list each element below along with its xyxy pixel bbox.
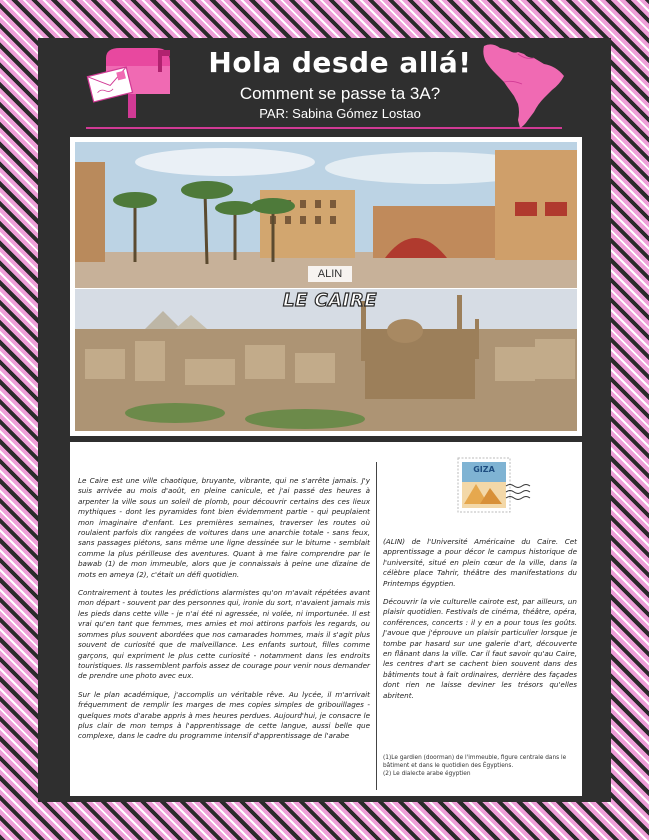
- paragraph: (ALIN) de l'Université Américaine du Caire. Cet apprentissage a pour décor le campus historique de l'université, situé en plein cœur de la ville, dans la célèbre place Tahrir, théâtre des manifestations du Printemps égyptien.: [383, 537, 577, 588]
- paragraph: Découvrir la vie culturelle cairote est, par ailleurs, un plaisir quotidien. Festivals de cinéma, théâtre, opéra, conférences, concerts : il y en a pour tous les goûts. J'avoue que j'éprouve un plaisir particulier lorsque je tombe par hasard sur une galerie d'art, découverte en flânant dans la ville. Car il faut savoir qu'au Caire, les centres d'art se cachent bien souvent dans des bâtiments tout à fait ordinaires, derrière des façades dont rien ne laisse deviner les trésors qu'elles abritent.: [383, 597, 577, 700]
- column-divider: [376, 462, 377, 790]
- page-title: Hola desde allá!: [208, 46, 472, 79]
- giza-stamp-icon: [456, 456, 536, 516]
- article-right-column: [383, 537, 577, 709]
- campus-label: ALIN: [308, 266, 352, 282]
- page-subtitle: Comment se passe ta 3A?: [239, 84, 441, 103]
- paragraph: Le Caire est une ville chaotique, bruyante, vibrante, qui ne s'arrête jamais. J'y suis arrivée au mois d'août, en pleine canicule, et j'ai passé des heures à arpenter la ville sous un soleil de plomb, pour découvrir certains des ces lieux mythiques - dont les pyramides font bien évidemment partie - qui peuplaient mon imaginaire d'enfant. Les premières semaines, traverser les routes où roulaient parfois dix rangées de voitures dans une anarchie totale - sans feux, sans passages piétons, sans même une ligne dessinée sur le bitume - semblait comme la plus périlleuse des aventures. Quant à me faire comprendre par le bawab (1) de mon immeuble, alors que je connaissais à peine une dizaine de mots en ameya (2), c'était un défi quotidien.: [78, 476, 370, 579]
- footnotes: [383, 755, 577, 778]
- stamp-label: GIZA: [473, 465, 495, 474]
- paragraph: Contrairement à toutes les prédictions alarmistes qu'on m'avait répétées avant mon départ - souvent par des personnes qui, ironie du sort, n'avaient jamais mis les pieds dans cette ville - je n'ai été ni agressée, ni volée, ni importunée. Il est vrai qu'en tant que femmes, mes amies et moi attirons parfois les regards, ou sommes plus souvent abordées que nos camarades hommes, mais il s'agit plus souvent de curiosité que de malveillance. Les enfants surtout, filles comme garçons, qui expriment le plus cette curiosité - notamment dans les endroits touristiques. Ils rassemblent parfois assez de courage pour venir nous demander de prendre une photo avec eux.: [78, 588, 370, 681]
- footnote: (1)Le gardien (doorman) de l'immeuble, figure centrale dans le bâtiment et dans le quotidien des Égyptiens.: [383, 755, 567, 769]
- paragraph: Sur le plan académique, j'accomplis un véritable rêve. Au lycée, il m'arrivait fréquemment de remplir les marges de mes copies simples de gribouillages - quelques mots d'arabe appris à mes heures perdues. Aujourd'hui, je consacre le plus clair de mon temps à l'apprentissage de cette langue, aussi belle que complexe, dans le cadre du programme intensif d'apprentissage de l'arabe: [78, 689, 370, 741]
- article-left-column: [78, 476, 370, 750]
- south-america-map-icon: [478, 40, 570, 130]
- footnote: (2) Le dialecte arabe égyptien: [383, 770, 471, 777]
- author-byline: PAR: Sabina Gómez Lostao: [259, 106, 421, 121]
- mailbox-icon: [86, 44, 176, 120]
- city-title-label: LE CAIRE: [282, 290, 378, 311]
